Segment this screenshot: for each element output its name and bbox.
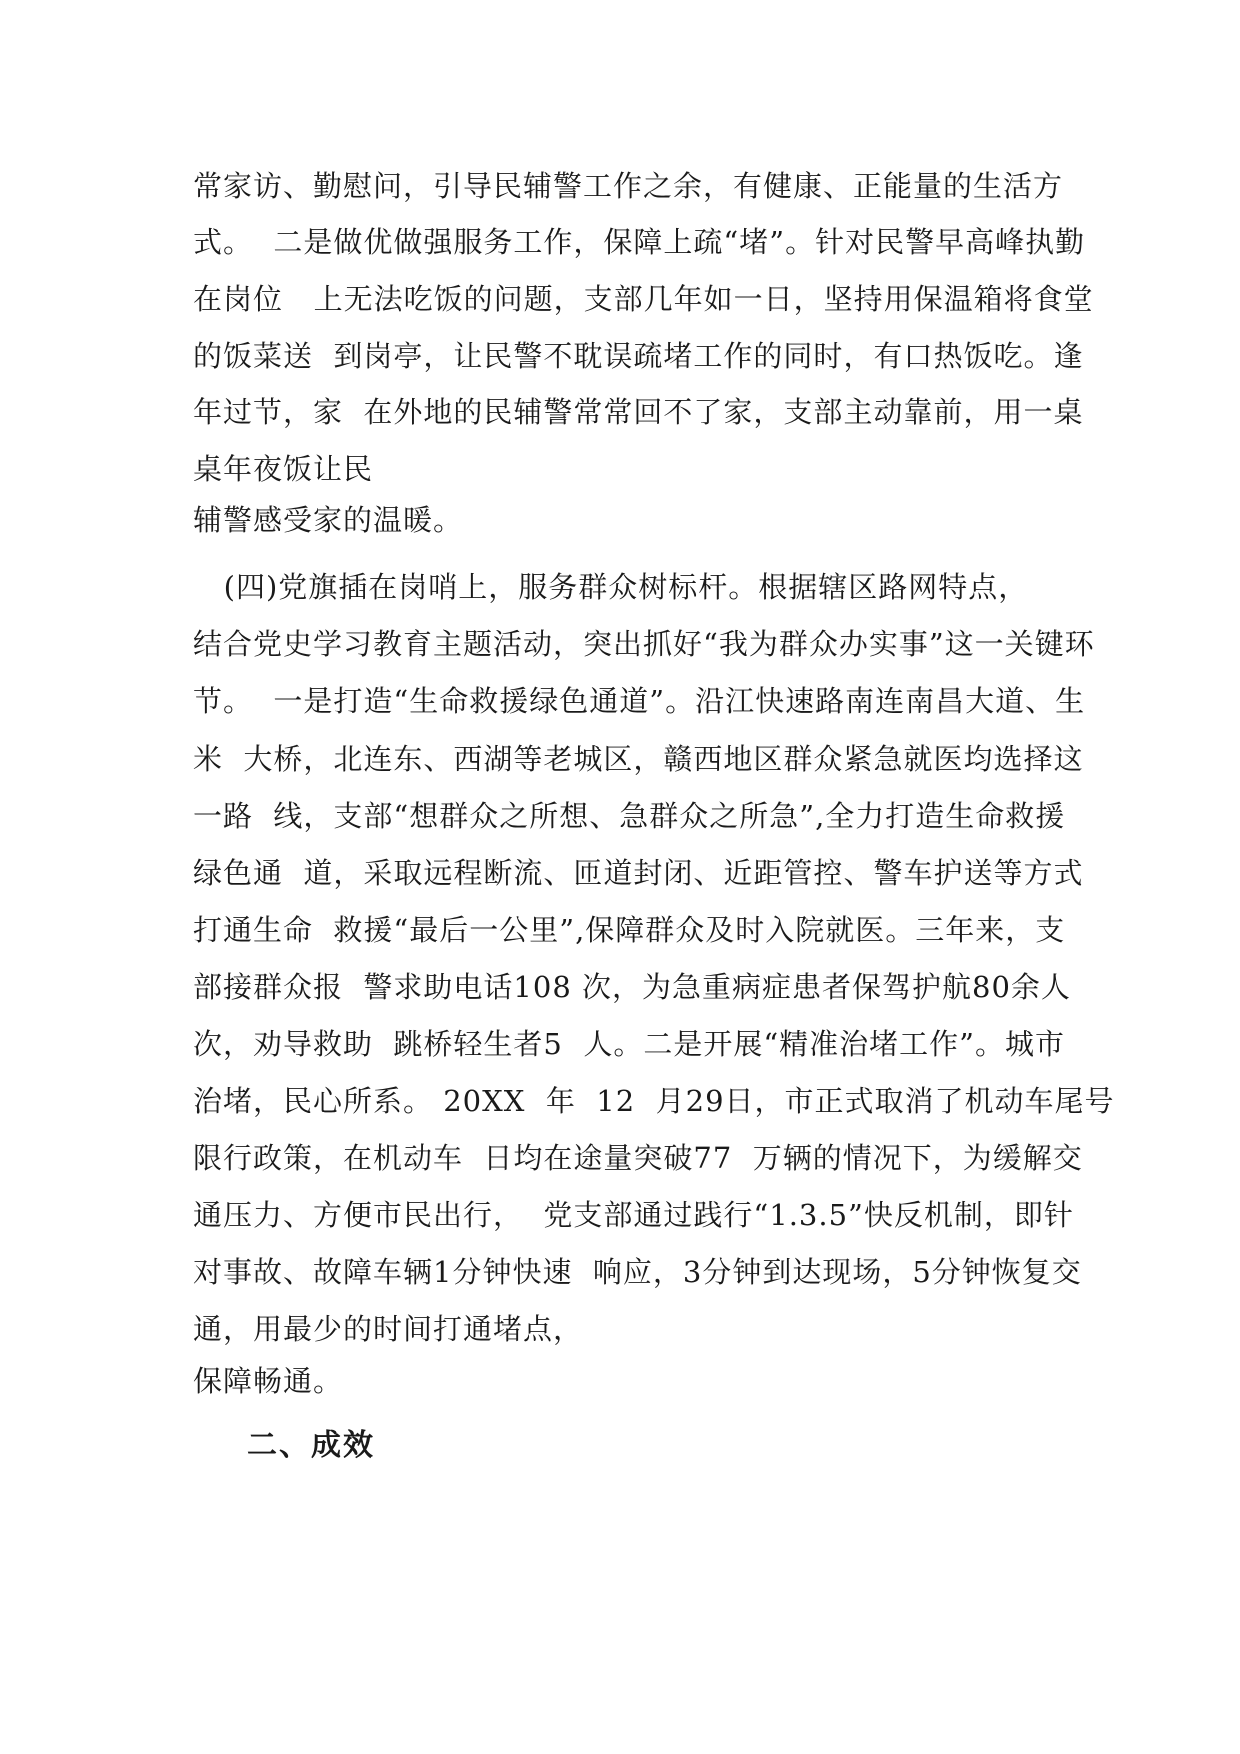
text-line: 式。 二是做优做强服务工作，保障上疏“堵”。针对民警早高峰执勤 (193, 225, 1086, 259)
text-line: 保障畅通。 (193, 1364, 344, 1398)
text-line: 的饭菜送 到岗亭，让民警不耽误疏堵工作的同时，有口热饭吃。逢 (193, 339, 1084, 373)
text-line: 对事故、故障车辆1分钟快速 响应，3分钟到达现场，5分钟恢复交 (193, 1255, 1082, 1289)
text-line: 通压力、方便市民出行， 党支部通过践行“1.3.5”快反机制，即针 (193, 1198, 1074, 1232)
text-line: 治堵，民心所系。 20XX 年 12 月29日，市正式取消了机动车尾号 (193, 1084, 1115, 1118)
text-line: 年过节，家 在外地的民辅警常常回不了家，支部主动靠前，用一桌 (193, 395, 1084, 429)
text-line: 部接群众报 警求助电话108 次，为急重病症患者保驾护航80余人 (193, 970, 1071, 1004)
text-line: 辅警感受家的温暖。 (193, 503, 464, 537)
text-line: 一路 线，支部“想群众之所想、急群众之所急”,全力打造生命救援 (193, 799, 1066, 833)
text-line: 桌年夜饭让民 (193, 452, 374, 486)
text-line: 常家访、勤慰问，引导民辅警工作之余，有健康、正能量的生活方 (193, 169, 1064, 203)
text-line: 结合党史学习教育主题活动，突出抓好“我为群众办实事”这一关键环 (193, 627, 1095, 661)
text-line: 限行政策，在机动车 日均在途量突破77 万辆的情况下，为缓解交 (193, 1141, 1083, 1175)
text-line: 米 大桥，北连东、西湖等老城区，赣西地区群众紧急就医均选择这 (193, 742, 1084, 776)
text-line: 次，劝导救助 跳桥轻生者5 人。二是开展“精准治堵工作”。城市 (193, 1027, 1065, 1061)
text-line: 打通生命 救援“最后一公里”,保障群众及时入院就医。三年来，支 (193, 913, 1066, 947)
text-line: 绿色通 道，采取远程断流、匝道封闭、近距管控、警车护送等方式 (193, 856, 1084, 890)
text-line: (四)党旗插在岗哨上，服务群众树标杆。根据辖区路网特点， (193, 570, 1029, 604)
section-heading: 二、成效 (247, 1428, 375, 1463)
text-line: 通，用最少的时间打通堵点， (193, 1312, 584, 1346)
text-line: 在岗位 上无法吃饭的问题，支部几年如一日，坚持用保温箱将食堂 (193, 282, 1094, 316)
text-line: 节。 一是打造“生命救援绿色通道”。沿江快速路南连南昌大道、生 (193, 684, 1086, 718)
